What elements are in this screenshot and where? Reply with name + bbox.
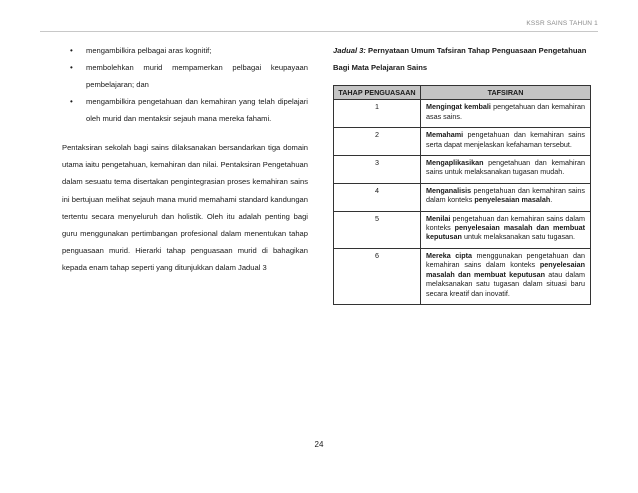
table-row bbox=[334, 156, 591, 184]
level-cell: 6 bbox=[334, 248, 421, 304]
bullet-list bbox=[62, 42, 308, 127]
header-tahap: TAHAP PENGUASAAN bbox=[334, 86, 421, 100]
tahap-penguasaan-table bbox=[333, 85, 591, 305]
tafsiran-cell: Menganalisis pengetahuan dan kemahiran sains dalam konteks penyelesaian masalah. bbox=[421, 183, 591, 211]
level-cell: 1 bbox=[334, 100, 421, 128]
bullet-dot-icon: • bbox=[70, 63, 73, 72]
bullet-dot-icon: • bbox=[70, 97, 73, 106]
table-label: Jadual 3: bbox=[333, 46, 366, 55]
table-caption bbox=[333, 42, 591, 76]
tafsiran-cell: Mengingat kembali pengetahuan dan kemahiran asas sains. bbox=[421, 100, 591, 128]
bullet-item: • mengambilkira pelbagai aras kognitif; bbox=[62, 42, 308, 59]
level-cell: 2 bbox=[334, 128, 421, 156]
table-row bbox=[334, 128, 591, 156]
left-column bbox=[62, 42, 308, 277]
table-row bbox=[334, 100, 591, 128]
running-header: KSSR SAINS TAHUN 1 bbox=[526, 20, 598, 27]
table-title: Pernyataan Umum Tafsiran Tahap Penguasaan Pengetahuan Bagi Mata Pelajaran Sains bbox=[333, 46, 587, 72]
tafsiran-cell: Menilai pengetahuan dan kemahiran sains dalam konteks penyelesaian masalah dan membuat keputusan untuk melaksanakan satu tugasan. bbox=[421, 211, 591, 248]
tafsiran-cell: Memahami pengetahuan dan kemahiran sains serta dapat menjelaskan kefahaman tersebut. bbox=[421, 128, 591, 156]
level-cell: 3 bbox=[334, 156, 421, 184]
tafsiran-cell: Mereka cipta menggunakan pengetahuan dan kemahiran sains dalam konteks penyelesaian masalah dan membuat keputusan atau dalam melaksanakan satu tugasan dalam situasi baru secara kreatif dan inovatif. bbox=[421, 248, 591, 304]
table-row bbox=[334, 183, 591, 211]
body-paragraph: Pentaksiran sekolah bagi sains dilaksanakan bersandarkan tiga domain utama iaitu pengetahuan, kemahiran dan nilai. Pentaksiran Pengetahuan dalam sesuatu tema disertakan pengintegrasian proses kemahiran sains ini bertujuan melihat sejauh mana murid memahami standard kandungan tertentu secara menyeluruh dan holistik. Oleh itu adalah penting bagi guru menggunakan pertimbangan profesional dalam menentukan tahap penguasaan murid. Hierarki tahap penguasaan murid di bahagikan kepada enam tahap seperti yang ditunjukkan dalam Jadual 3 bbox=[62, 143, 308, 273]
page-number: 24 bbox=[314, 440, 324, 449]
header-rule bbox=[40, 31, 598, 32]
header-tafsiran: TAFSIRAN bbox=[421, 86, 591, 100]
table-row bbox=[334, 248, 591, 304]
bullet-item: • mengambilkira pengetahuan dan kemahiran yang telah dipelajari oleh murid dan mentaksir sejauh mana mereka fahami. bbox=[62, 93, 308, 127]
table-row bbox=[334, 211, 591, 248]
level-cell: 4 bbox=[334, 183, 421, 211]
right-column bbox=[333, 42, 591, 305]
tafsiran-cell: Mengaplikasikan pengetahuan dan kemahiran sains untuk melaksanakan tugasan mudah. bbox=[421, 156, 591, 184]
level-cell: 5 bbox=[334, 211, 421, 248]
table-header-row bbox=[334, 86, 591, 100]
bullet-item: • membolehkan murid mempamerkan pelbagai keupayaan pembelajaran; dan bbox=[62, 59, 308, 93]
bullet-dot-icon: • bbox=[70, 46, 73, 55]
